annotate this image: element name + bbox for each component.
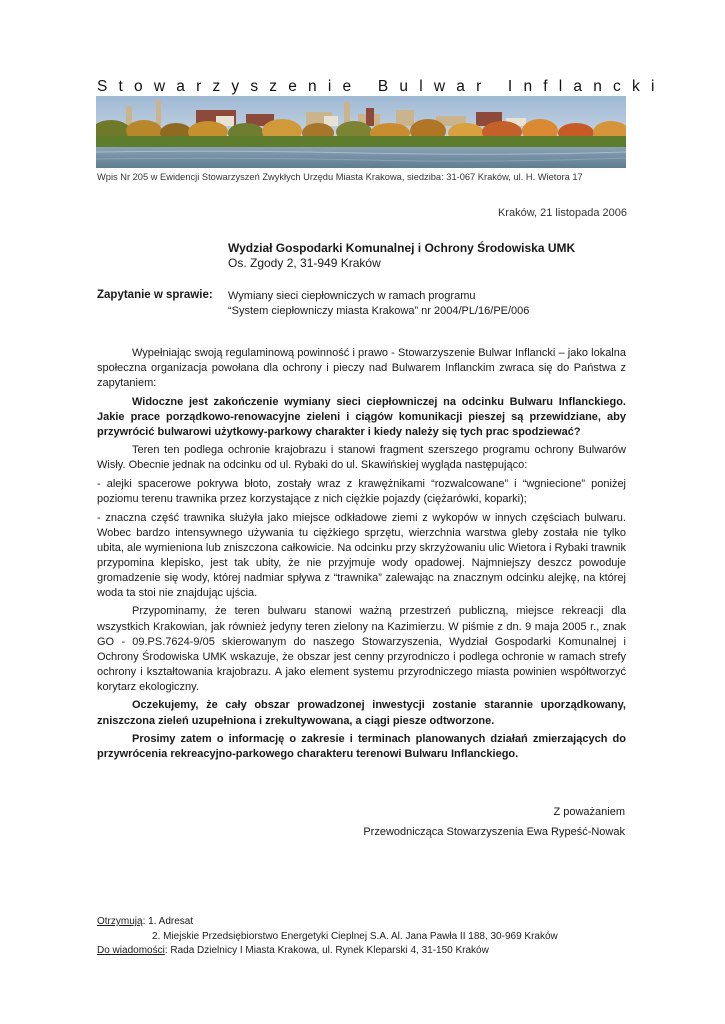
recipient-address: Os. Zgody 2, 31-949 Kraków bbox=[228, 256, 381, 270]
inquiry-subject bbox=[228, 289, 529, 319]
letter-body bbox=[97, 346, 626, 766]
recipient-item: 2. Miejskie Przedsiębiorstwo Energetyki Cieplnej S.A. Al. Jana Pawła II 188, 30-969 Kraków bbox=[152, 930, 558, 942]
body-question-paragraph: Widoczne jest zakończenie wymiany sieci ciepłowniczej na odcinku Bulwaru Inflanckiego. Jakie prace porządkowo-renowacyjne zieleni i ciągów komunikacji pieszej są przewidziane, aby przywrócić bulwarowi użytkowy-parkowy charakter i kiedy należy się tych prac spodziewać? bbox=[97, 395, 626, 438]
registration-info: Wpis Nr 205 w Ewidencji Stowarzyszeń Zwykłych Urzędu Miasta Krakowa, siedziba: 31-067 Kraków, ul. H. Wietora 17 bbox=[97, 172, 583, 182]
closing-block bbox=[363, 802, 625, 842]
recipient-name: Wydział Gospodarki Komunalnej i Ochrony Środowiska UMK bbox=[228, 241, 576, 255]
city-panorama-image bbox=[96, 96, 626, 168]
distribution-footer bbox=[97, 915, 558, 959]
inquiry-subject-line: Wymiany sieci ciepłowniczych w ramach programu bbox=[228, 290, 476, 302]
body-list-item: - alejki spacerowe pokrywa błoto, zostały wraz z krawężnikami “rozwalcowane” i “wgniecione” poniżej poziomu terenu trawnika przez korzystające z nich ciężkie pojazdy (ciężarówki, koparki); bbox=[97, 477, 626, 506]
body-request-paragraph: Prosimy zatem o informację o zakresie i terminach planowanych działań zmierzających do przywrócenia rekreacyjno-parkowego charakteru terenowi Bulwaru Inflanckiego. bbox=[97, 732, 626, 761]
letter-date: Kraków, 21 listopada 2006 bbox=[497, 207, 627, 219]
info-label: Do wiadomości bbox=[97, 945, 165, 956]
body-paragraph: Wypełniając swoją regulaminową powinność i prawo - Stowarzyszenie Bulwar Inflancki – jako lokalna społeczna organizacja powołana dla ochrony i pieczy nad Bulwarem Inflanckim zwraca się do Państwa z zapytaniem: bbox=[97, 347, 626, 390]
recipient-block bbox=[228, 241, 575, 271]
recipient-item: : 1. Adresat bbox=[142, 916, 194, 927]
signature: Przewodnicząca Stowarzyszenia Ewa Rypeść-Nowak bbox=[363, 826, 625, 838]
organization-title: Stowarzyszenie Bulwar Inflancki bbox=[97, 78, 666, 95]
recipients-label: Otrzymują bbox=[97, 916, 143, 927]
body-expectation-paragraph: Oczekujemy, że cały obszar prowadzonej inwestycji zostanie starannie uporządkowany, zniszczona zieleń uzupełniona i zrekultywowana, a ciągi piesze odtworzone. bbox=[97, 699, 626, 727]
body-list-item: - znaczna część trawnika służyła jako miejsce odkładowe ziemi z wykopów w innych częściach bulwaru. Wobec bardzo intensywnego używania tu ciężkiego sprzętu, wierzchnia warstwa gleby została nie tylko ubita, ale wymieniona lub zniszczona całkowicie. Na odcinku przy skrzyżowaniu ulic Wietora i Rybaki trawnik przypomina klepisko, jest tak ubity, że nie przyjmuje wody opadowej. Najmniejszy deszcz powoduje gromadzenie się wody, której nadmiar spływa z “trawnika” zalewając na znacznym odcinku alejkę, na której woda ta stoi nie znajdując ujścia. bbox=[97, 511, 626, 599]
inquiry-subject-line: “System ciepłowniczy miasta Krakowa” nr 2004/PL/16/PE/006 bbox=[228, 305, 530, 317]
inquiry-label: Zapytanie w sprawie: bbox=[97, 289, 213, 301]
closing-greeting: Z poważaniem bbox=[553, 806, 625, 818]
info-recipient: : Rada Dzielnicy I Miasta Krakowa, ul. Rynek Kleparski 4, 31-150 Kraków bbox=[164, 945, 489, 956]
body-paragraph: Teren ten podlega ochronie krajobrazu i stanowi fragment szerszego programu ochrony Bulwarów Wisły. Obecnie jednak na odcinku od ul. Rybaki do ul. Skawińskiej wygląda następująco: bbox=[97, 444, 626, 472]
body-paragraph: Przypominamy, że teren bulwaru stanowi ważną przestrzeń publiczną, miejsce rekreacji dla wszystkich Krakowian, jak również jedyny teren zielony na Kazimierzu. W piśmie z dn. 9 maja 2005 r., znak GO - 09.PS.7624-9/05 skierowanym do naszego Stowarzyszenia, Wydział Gospodarki Komunalnej i Ochrony Środowiska UMK wskazuje, że obszar jest cenny przyrodniczo i podlega ochronie w ramach strefy ochrony i kształtowania krajobrazu. A jako element systemu przyrodniczego miasta powinien współtworzyć korytarz ekologiczny. bbox=[97, 605, 626, 693]
